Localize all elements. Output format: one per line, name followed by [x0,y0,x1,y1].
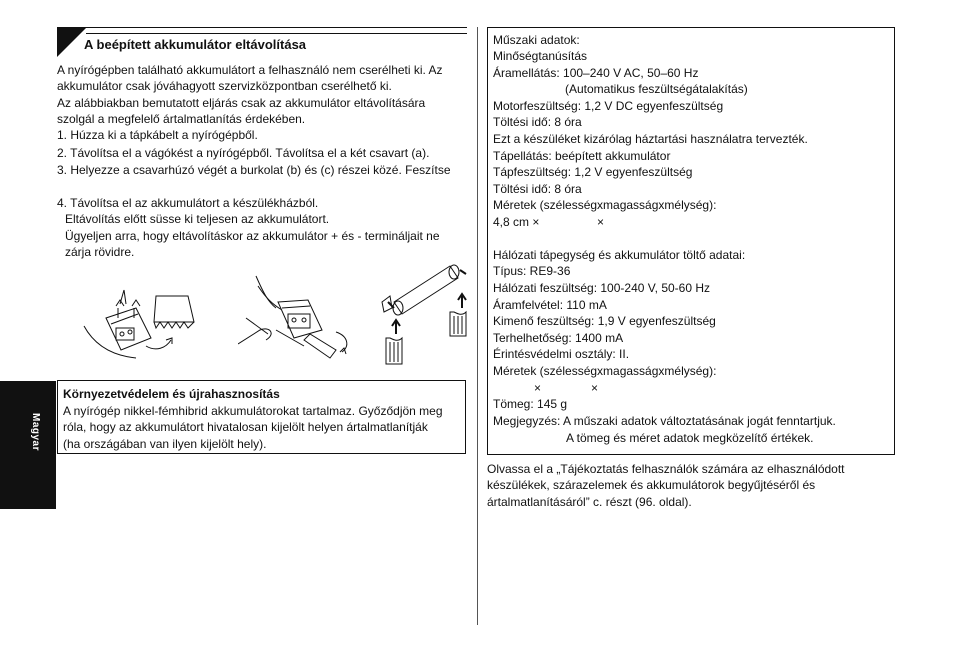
spec-line: Motorfeszültség: 1,2 V DC egyenfeszültség [493,99,724,113]
spec-line: Érintésvédelmi osztály: II. [493,347,630,361]
spec-line: 4,8 cm × [493,215,540,229]
spec-line: Méretek (szélességxmagasságxmélység): [493,364,717,378]
spec-line: Tápfeszültség: 1,2 V egyenfeszültség [493,165,693,179]
environment-line: róla, hogy az akkumulátort hivatalosan kijelölt helyen ártalmatlanítják [63,420,428,434]
intro-line: Az alábbiakban bemutatott eljárás csak az akkumulátor eltávolítására [57,96,426,110]
spec-line: Tömeg: 145 g [493,397,568,411]
spec-line: Műszaki adatok: [493,33,580,47]
spec-line: Kimenő feszültség: 1,9 V egyenfeszültség [493,314,716,328]
spec-line: Áramfelvétel: 110 mA [493,298,607,312]
spec-line: Tápellátás: beépített akkumulátor [493,149,671,163]
heading-second-rule [86,33,467,34]
spec-times-sign: × [597,215,605,229]
step-note: Eltávolítás előtt süsse ki teljesen az akkumulátort. [65,212,330,226]
step-item: 4. Távolítsa el az akkumulátort a készülékházból. [57,196,319,210]
footer-line: készülékek, szárazelemek és akkumulátorok begyűjtéséről és [487,478,816,492]
spec-line: Töltési idő: 8 óra [493,182,582,196]
spec-line: Ezt a készüléket kizárólag háztartási használatra tervezték. [493,132,808,146]
spec-line: A tömeg és méret adatok megközelítő értékek. [566,431,814,445]
step-note: zárja rövidre. [65,245,135,259]
spec-line: Töltési idő: 8 óra [493,115,582,129]
spec-line: Minőségtanúsítás [493,49,588,63]
step-note: Ügyeljen arra, hogy eltávolításkor az akkumulátor + és - termináljait ne [65,229,440,243]
spec-line: Méretek (szélességxmagasságxmélység): [493,198,717,212]
language-label: Magyar [30,413,41,452]
column-divider [477,27,478,625]
footer-line: Olvassa el a „Tájékoztatás felhasználók számára az elhasználódott [487,462,845,476]
intro-line: szolgál a megfelelő ártalmatlanítás érdekében. [57,112,306,126]
illustration-blade-removal [76,278,206,360]
spec-line: Megjegyzés: A műszaki adatok változtatásának jogát fenntartjuk. [493,414,836,428]
step-item: 3. Helyezze a csavarhúzó végét a burkolat (b) és (c) részei közé. Feszítse [57,163,451,177]
environment-line: A nyírógép nikkel-fémhibrid akkumulátorokat tartalmaz. Győződjön meg [63,404,443,418]
section-heading: A beépített akkumulátor eltávolítása [84,37,307,52]
spec-line: Áramellátás: 100–240 V AC, 50–60 Hz [493,66,699,80]
step-item: 2. Távolítsa el a vágókést a nyírógépből. Távolítsa el a két csavart (a). [57,146,430,160]
spec-line: Hálózati tápegység és akkumulátor töltő adatai: [493,248,746,262]
intro-line: akkumulátor csak jóváhagyott szervizközpontban cserélhető ki. [57,79,392,93]
language-side-tab [0,381,56,509]
illustration-screwdriver-prying [238,272,368,362]
heading-top-rule [57,27,467,28]
spec-line: (Automatikus feszültségátalakítás) [565,82,748,96]
spec-line: Típus: RE9-36 [493,264,571,278]
environment-title: Környezetvédelem és újrahasznosítás [63,387,280,401]
environment-line: (ha országában van ilyen kijelölt hely). [63,437,267,451]
intro-line: A nyírógépben található akkumulátort a felhasználó nem cserélheti ki. Az [57,63,443,77]
heading-triangle-icon [57,27,87,57]
footer-line: ártalmatlanításáról” c. részt (96. oldal). [487,495,692,509]
spec-times-sign: × [591,381,599,395]
illustration-battery-removal [380,262,470,366]
spec-times-sign: × [534,381,542,395]
spec-line: Terhelhetőség: 1400 mA [493,331,624,345]
spec-line: Hálózati feszültség: 100-240 V, 50-60 Hz [493,281,711,295]
step-item: 1. Húzza ki a tápkábelt a nyírógépből. [57,128,258,142]
